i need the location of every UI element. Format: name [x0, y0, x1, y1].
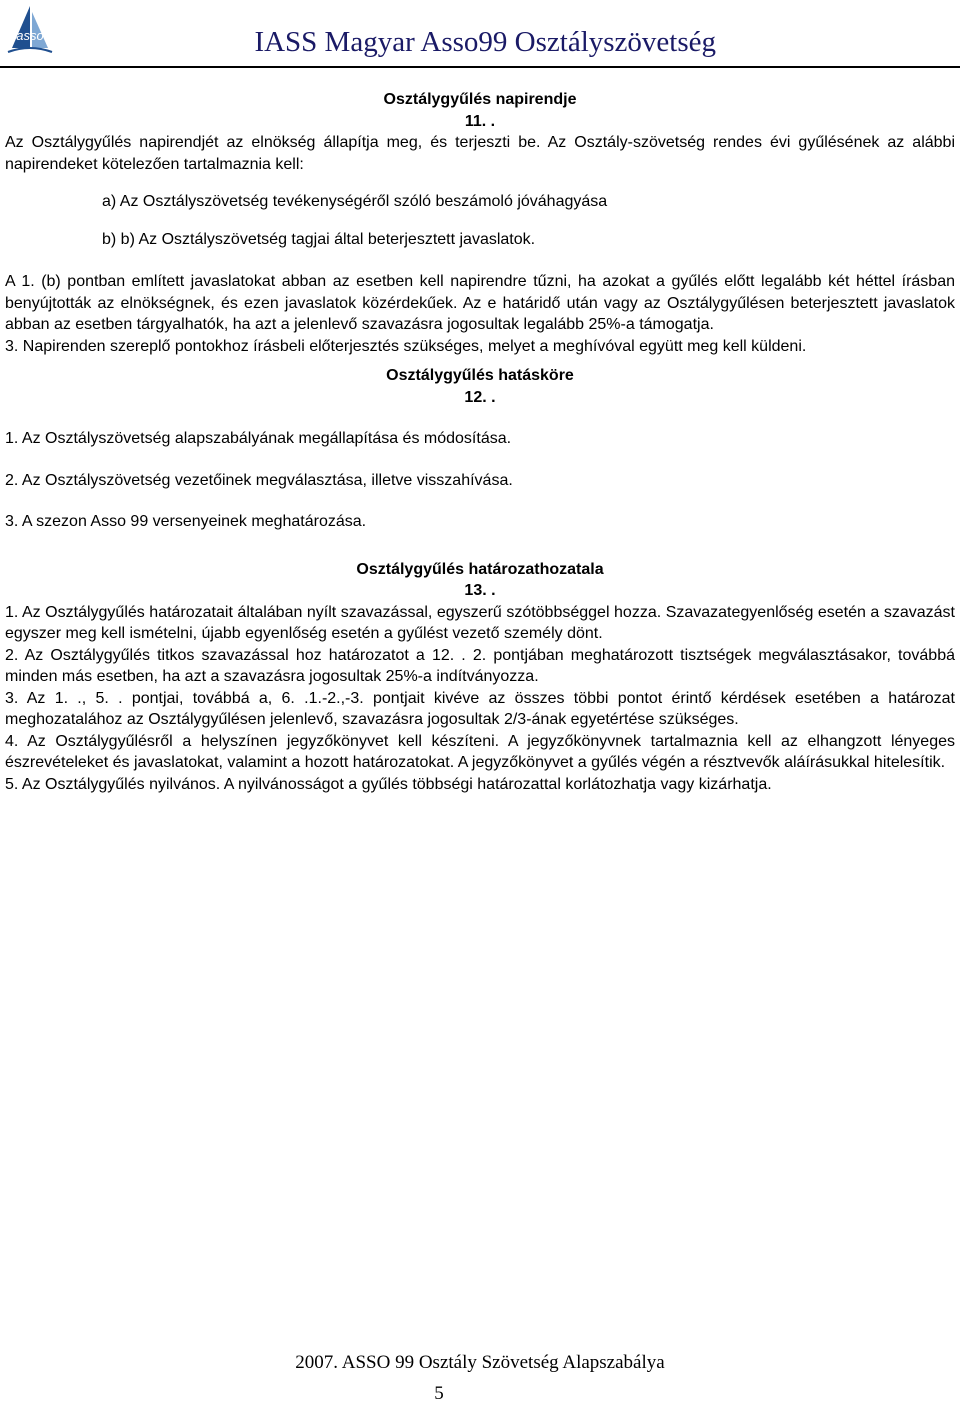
section-12-item-1: 1. Az Osztályszövetség alapszabályának megállapítása és módosítása. [5, 430, 512, 447]
section-11-paragraph-1: A 1. (b) pontban említett javaslatokat abban az esetben kell napirendre tűzni, ha azokat a gyűlés előtt legalább két héttel írásban benyújtották az elnökségnek, és ezen javaslatok közérdekűek. Az e határidő után vagy az Osztálygyűlésen beterjesztett javaslatok abban az esetben tárgyalhatók, ha azt a jelenlevő szavazásra jogosultak legalább 25%-a támogatja. [5, 273, 955, 333]
section-13-number: 13. . [464, 582, 496, 599]
section-13-paragraph-5: 5. Az Osztálygyűlés nyilvános. A nyilvánosságot a gyűlés többségi határozattal korlátozhatja vagy kizárhatja. [5, 775, 772, 793]
section-13-paragraph-1: 1. Az Osztálygyűlés határozatait általában nyílt szavazással, egyszerű szótöbbséggel hozza. Szavazategyenlőség esetén a szavazást egyszer meg kell ismételni, újabb egyenlőség esetén a gyűlést vezető személy dönt. [5, 603, 955, 642]
header-title: IASS Magyar Asso99 Osztályszövetség [254, 26, 716, 58]
section-13-title: Osztálygyűlés határozathozatala [356, 560, 604, 578]
agenda-item-a: a) Az Osztályszövetség tevékenységéről szóló beszámoló jóváhagyása [102, 193, 608, 210]
section-11-intro: Az Osztálygyűlés napirendjét az elnökség állapítja meg, és terjeszti be. Az Osztály-szövetség rendes évi gyűlésének az alábbi napirendeket kötelezően tartalmaznia kell: [5, 134, 955, 173]
svg-text:asso: asso [16, 28, 44, 43]
section-12-number: 12. . [464, 388, 496, 406]
section-13-paragraph-4: 4. Az Osztálygyűlésről a helyszínen jegyzőkönyvet kell készíteni. A jegyzőkönyvnek tartalmaznia kell az elhangzott lényeges észrevételeket és javaslatokat, valamint a hozott határozatokat. A jegyzőkönyvet a gyűlés végén a résztvevők aláírásukkal hitelesítik. [5, 732, 955, 771]
section-11-paragraph-3: 3. Napirenden szereplő pontokhoz írásbeli előterjesztés szükséges, melyet a meghívóval együtt meg kell küldeni. [5, 337, 807, 355]
section-12-title: Osztálygyűlés hatásköre [386, 367, 574, 384]
page-number: 5 [434, 1383, 444, 1404]
section-13-paragraph-3: 3. Az 1. ., 5. . pontjai, továbbá a, 6. .1.-2.,-3. pontjait kivéve az összes többi pontot érintő kérdések esetében a határozat meghozatalához az Osztálygyűlésen jelenlevő, szavazásra jogosultak 2/3-ának egyetértése szükséges. [5, 689, 955, 728]
section-13-paragraph-2: 2. Az Osztálygyűlés titkos szavazással hoz határozatot a 12. . 2. pontjában meghatározott tisztségek megválasztásakor, továbbá minden más esetben, ha azt a szavazásra jogosultak 25%-a indítványozza. [5, 646, 955, 685]
agenda-item-b: b) b) Az Osztályszövetség tagjai által beterjesztett javaslatok. [102, 231, 536, 248]
page-header [0, 0, 960, 74]
header-divider [0, 66, 960, 68]
section-11-number: 11. . [464, 112, 496, 130]
asso-logo [4, 2, 56, 60]
section-12-item-2: 2. Az Osztályszövetség vezetőinek megválasztása, illetve visszahívása. [5, 471, 513, 489]
document-body [5, 89, 955, 795]
section-12-item-3: 3. A szezon Asso 99 versenyeinek meghatározása. [5, 513, 367, 530]
section-11-title: Osztálygyűlés napirendje [383, 91, 577, 108]
footer-title: 2007. ASSO 99 Osztály Szövetség Alapszabálya [295, 1352, 665, 1373]
